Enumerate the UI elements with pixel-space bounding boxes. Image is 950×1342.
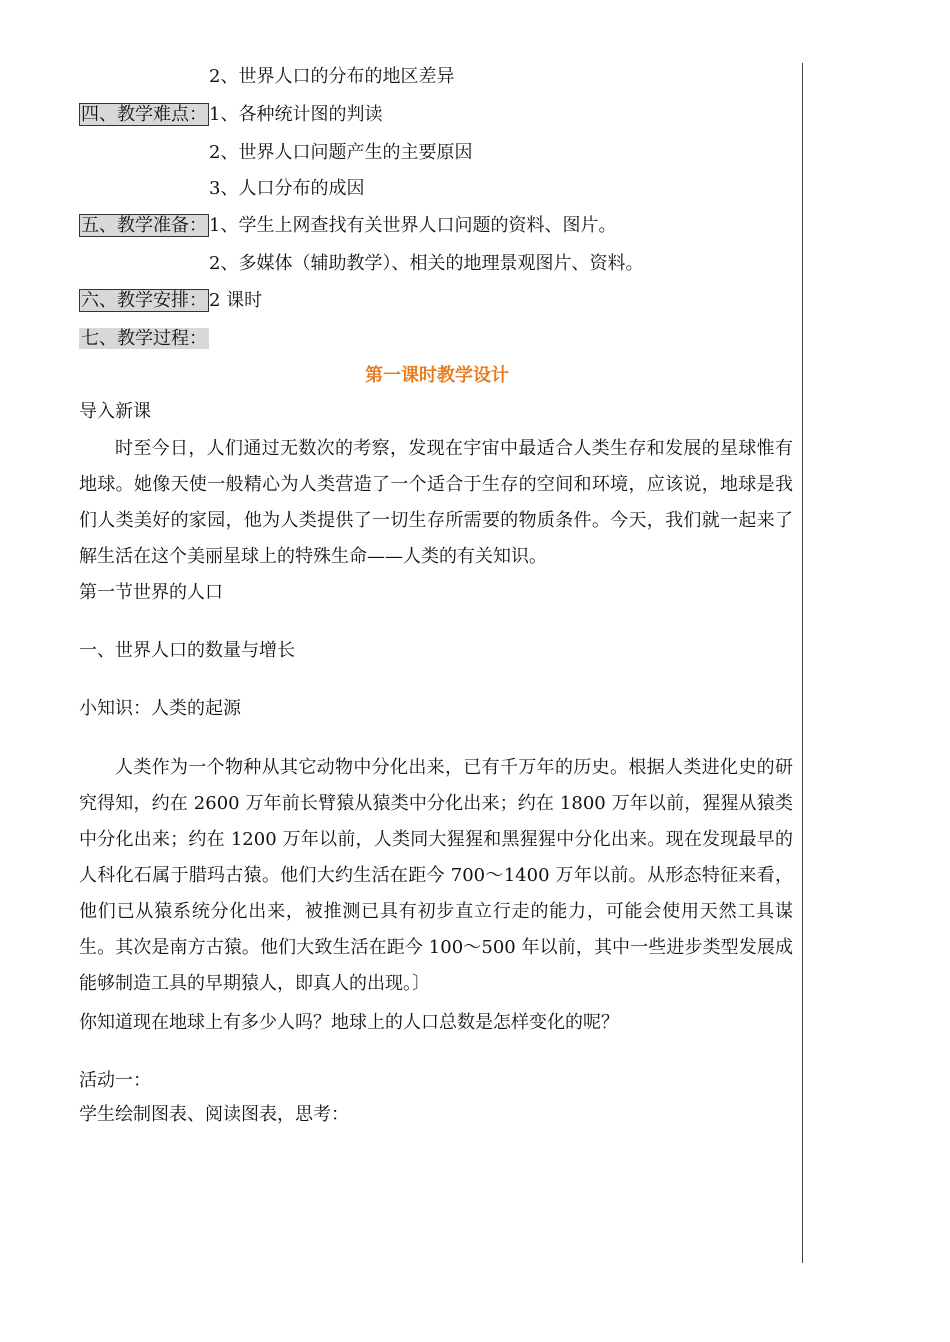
intro-paragraph: 时至今日，人们通过无数次的考察，发现在宇宙中最适合人类生存和发展的星球惟有地球。她像天使一般精心为人类营造了一个适合于生存的空间和环境，应该说，地球是我们人类美好的家园，他为人类提供了一切生存所需要的物质条件。今天，我们就一起来了解生活在这个美丽星球上的特殊生命——人类的有关知识。 — [79, 438, 793, 567]
intro-heading: 导入新课 — [79, 401, 151, 422]
difficulty-label: 四、教学难点： — [81, 104, 207, 125]
schedule-value: 2 课时 — [209, 290, 263, 311]
difficulty-row — [79, 104, 382, 126]
activity-title: 活动一： — [79, 1070, 151, 1091]
difficulty-item-3: 3、人口分布的成因 — [209, 178, 365, 199]
preparation-row — [79, 215, 616, 237]
preparation-item-2: 2、多媒体（辅助教学）、相关的地理景观图片、资料。 — [209, 253, 644, 274]
subsection-title: 一、世界人口的数量与增长 — [79, 640, 295, 661]
table-right-border — [802, 63, 803, 1263]
section-title: 第一节世界的人口 — [79, 582, 223, 603]
preparation-label: 五、教学准备： — [81, 215, 207, 236]
activity-text: 学生绘制图表、阅读图表，思考： — [79, 1104, 349, 1125]
schedule-label: 六、教学安排： — [81, 290, 207, 311]
lesson-title: 第一课时教学设计 — [365, 365, 509, 386]
question-text: 你知道现在地球上有多少人吗？地球上的人口总数是怎样变化的呢？ — [79, 1012, 619, 1033]
preparation-item-1: 1、学生上网查找有关世界人口问题的资料、图片。 — [209, 215, 617, 236]
knowledge-title: 小知识：人类的起源 — [79, 698, 241, 719]
difficulty-item-2: 2、世界人口问题产生的主要原因 — [209, 142, 473, 163]
difficulty-item-1: 1、各种统计图的判读 — [209, 104, 383, 125]
key-point-item-2: 2、世界人口的分布的地区差异 — [209, 66, 455, 87]
origin-paragraph: 人类作为一个物种从其它动物中分化出来，已有千万年的历史。根据人类进化史的研究得知，约在 2600 万年前长臂猿从猿类中分化出来；约在 1800 万年以前，猩猩从猿类中分化出来；约在 1200 万年以前，人类同大猩猩和黑猩猩中分化出来。现在发现最早的人科化石属于腊玛古猿。他们大约生活在距今 700～1400 万年以前。从形态特征来看，他们已从猿系统分化出来，被推测已具有初步直立行走的能力，可能会使用天然工具谋生。其次是南方古猿。他们大致生活在距今 100～500 年以前，其中一些进步类型发展成能够制造工具的早期猿人，即真人的出现。〕 — [79, 757, 793, 994]
process-label: 七、教学过程： — [81, 328, 207, 349]
schedule-row — [79, 290, 262, 312]
process-row — [79, 328, 209, 350]
